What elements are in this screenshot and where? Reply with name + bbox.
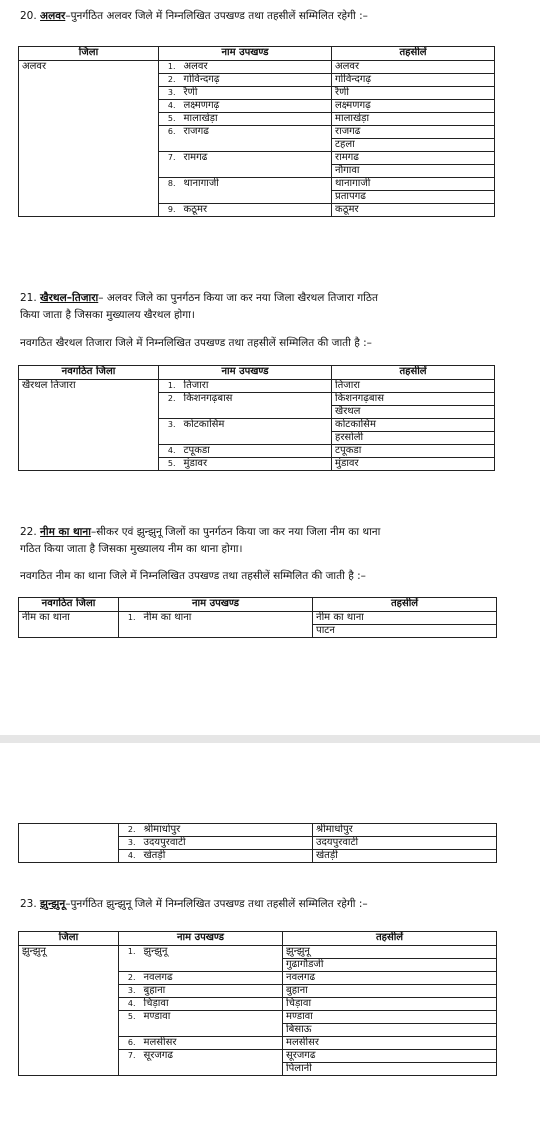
- serial-number: 4.: [119, 998, 141, 1011]
- section-22-intro: नवगठित नीम का थाना जिले में निम्नलिखित उपखण्ड तथा तहसीलें सम्मिलित की जाती है :–: [20, 570, 366, 582]
- table-khairthal-tijara: [18, 365, 495, 471]
- subdivision-name: मण्डावा: [141, 1011, 283, 1037]
- col-header-district: जिला: [19, 932, 119, 946]
- section-number: 23.: [20, 898, 37, 910]
- tehsil-name: हरसोली: [332, 432, 495, 445]
- subdivision-name: नवलगढ: [141, 972, 283, 985]
- serial-number: 6.: [159, 126, 181, 152]
- col-header-district: नवगठित जिला: [19, 598, 119, 612]
- section-21-heading: [20, 290, 525, 324]
- tehsil-name: खेतड़ी: [313, 850, 497, 863]
- subdivision-name: कठूमर: [181, 204, 332, 217]
- table-jhunjhunu: [18, 931, 497, 1076]
- tehsil-name: तिजारा: [332, 380, 495, 393]
- tehsil-name: मलसीसर: [283, 1037, 497, 1050]
- tehsil-name: कठूमर: [332, 204, 495, 217]
- tehsil-name: रामगढ: [332, 152, 495, 165]
- tehsil-name: किशनगढ़बास: [332, 393, 495, 406]
- col-header-tehsils: तहसीलें: [283, 932, 497, 946]
- section-text: –सीकर एवं झुन्झुनू जिलों का पुनर्गठन किया जा कर नया जिला नीम का थाना: [90, 526, 381, 538]
- subdivision-name: थानागाजी: [181, 178, 332, 204]
- table-row: [19, 612, 497, 625]
- section-21-intro: नवगठित खैरथल तिजारा जिले में निम्नलिखित उपखण्ड तथा तहसीलें सम्मिलित की जाती है :–: [20, 337, 372, 349]
- tehsil-name: गोविन्दगढ़: [332, 74, 495, 87]
- serial-number: 3.: [159, 419, 181, 445]
- tehsil-name: गुढागौडजी: [283, 959, 497, 972]
- serial-number: 3.: [119, 837, 141, 850]
- col-header-district: नवगठित जिला: [19, 366, 159, 380]
- subdivision-name: सूरजगढ: [141, 1050, 283, 1076]
- tehsil-name: राजगढ: [332, 126, 495, 139]
- serial-number: 8.: [159, 178, 181, 204]
- tehsil-name: पाटन: [313, 625, 497, 638]
- tehsil-name: थानागाजी: [332, 178, 495, 191]
- table-neem-ka-thana: [18, 597, 497, 638]
- section-title: खैरथल–तिजारा: [40, 292, 99, 304]
- serial-number: 2.: [119, 972, 141, 985]
- table-row: [19, 380, 495, 393]
- serial-number: 2.: [159, 74, 181, 87]
- col-header-subdivision: नाम उपखण्ड: [119, 932, 283, 946]
- subdivision-name: चिड़ावा: [141, 998, 283, 1011]
- tehsil-name: चिड़ावा: [283, 998, 497, 1011]
- page-break: [0, 735, 540, 743]
- subdivision-name: राजगढ: [181, 126, 332, 152]
- col-header-tehsils: तहसीलें: [332, 47, 495, 61]
- tehsil-name: बुहाना: [283, 985, 497, 998]
- tehsil-name: खैरथल: [332, 406, 495, 419]
- section-title: अलवर: [40, 10, 66, 22]
- subdivision-name: अलवर: [181, 61, 332, 74]
- district-cell: खैरथल तिजारा: [19, 380, 159, 471]
- section-20-heading: [20, 8, 525, 25]
- section-22-heading: [20, 524, 525, 558]
- subdivision-name: मुंडावर: [181, 458, 332, 471]
- tehsil-name: लक्ष्मणगढ़: [332, 100, 495, 113]
- serial-number: 1.: [119, 612, 141, 638]
- tehsil-name: श्रीमाधोपुर: [313, 824, 497, 837]
- subdivision-name: कोटकासिम: [181, 419, 332, 445]
- serial-number: 5.: [159, 113, 181, 126]
- section-number: 22.: [20, 526, 37, 538]
- subdivision-name: किशनगढ़बास: [181, 393, 332, 419]
- subdivision-name: नीम का थाना: [141, 612, 313, 638]
- subdivision-name: रामगढ: [181, 152, 332, 178]
- tehsil-name: टपूकडा: [332, 445, 495, 458]
- section-number: 21.: [20, 292, 37, 304]
- tehsil-name: झुन्झुनू: [283, 946, 497, 959]
- tehsil-name: अलवर: [332, 61, 495, 74]
- col-header-tehsils: तहसीलें: [313, 598, 497, 612]
- tehsil-name: टहला: [332, 139, 495, 152]
- table-neem-ka-thana-continued: [18, 823, 497, 863]
- serial-number: 3.: [159, 87, 181, 100]
- section-text: –पुनर्गठित अलवर जिले में निम्नलिखित उपखण्ड तथा तहसीलें सम्मिलित रहेगी :–: [65, 10, 368, 22]
- col-header-subdivision: नाम उपखण्ड: [159, 47, 332, 61]
- serial-number: 5.: [159, 458, 181, 471]
- section-23-heading: [20, 896, 525, 913]
- table-row: [19, 824, 497, 837]
- serial-number: 3.: [119, 985, 141, 998]
- section-number: 20.: [20, 10, 37, 22]
- section-text-line2: किया जाता है जिसका मुख्यालय खैरथल होगा।: [20, 309, 195, 321]
- serial-number: 6.: [119, 1037, 141, 1050]
- serial-number: 4.: [159, 100, 181, 113]
- section-title: नीम का थाना: [40, 526, 91, 538]
- subdivision-name: झुन्झुनू: [141, 946, 283, 972]
- tehsil-name: पिलानी: [283, 1063, 497, 1076]
- section-text: –पुनर्गठित झुन्झुनू जिले में निम्नलिखित उपखण्ड तथा तहसीलें सम्मिलित रहेगी :–: [65, 898, 368, 910]
- serial-number: 7.: [119, 1050, 141, 1076]
- tehsil-name: नीम का थाना: [313, 612, 497, 625]
- subdivision-name: तिजारा: [181, 380, 332, 393]
- col-header-district: जिला: [19, 47, 159, 61]
- district-cell: [19, 824, 119, 863]
- serial-number: 2.: [119, 824, 141, 837]
- tehsil-name: उदयपुरवाटी: [313, 837, 497, 850]
- col-header-subdivision: नाम उपखण्ड: [119, 598, 313, 612]
- serial-number: 4.: [159, 445, 181, 458]
- district-cell: नीम का थाना: [19, 612, 119, 638]
- page-2: [0, 743, 540, 1126]
- serial-number: 9.: [159, 204, 181, 217]
- tehsil-name: मुंडावर: [332, 458, 495, 471]
- tehsil-name: कोटकासिम: [332, 419, 495, 432]
- tehsil-name: रैणी: [332, 87, 495, 100]
- section-text-line2: गठित किया जाता है जिसका मुख्यालय नीम का थाना होगा।: [20, 543, 243, 555]
- serial-number: 2.: [159, 393, 181, 419]
- tehsil-name: नौगावा: [332, 165, 495, 178]
- tehsil-name: बिसाऊ: [283, 1024, 497, 1037]
- subdivision-name: श्रीमाधोपुर: [141, 824, 313, 837]
- subdivision-name: मालाखेड़ा: [181, 113, 332, 126]
- serial-number: 1.: [159, 61, 181, 74]
- subdivision-name: लक्ष्मणगढ़: [181, 100, 332, 113]
- subdivision-name: टपूकडा: [181, 445, 332, 458]
- tehsil-name: सूरजगढ: [283, 1050, 497, 1063]
- col-header-subdivision: नाम उपखण्ड: [159, 366, 332, 380]
- district-cell: अलवर: [19, 61, 159, 217]
- serial-number: 1.: [119, 946, 141, 972]
- serial-number: 1.: [159, 380, 181, 393]
- subdivision-name: खेतड़ी: [141, 850, 313, 863]
- district-cell: झुन्झुनू: [19, 946, 119, 1076]
- tehsil-name: मण्डावा: [283, 1011, 497, 1024]
- table-row: [19, 946, 497, 959]
- subdivision-name: बुहाना: [141, 985, 283, 998]
- subdivision-name: रैणी: [181, 87, 332, 100]
- serial-number: 4.: [119, 850, 141, 863]
- section-title: झुन्झुनू: [40, 898, 66, 910]
- tehsil-name: नवलगढ: [283, 972, 497, 985]
- tehsil-name: प्रतापगढ: [332, 191, 495, 204]
- section-text: – अलवर जिले का पुनर्गठन किया जा कर नया जिला खैरथल तिजारा गठित: [98, 292, 378, 304]
- table-alwar: [18, 46, 495, 217]
- subdivision-name: मलसीसर: [141, 1037, 283, 1050]
- serial-number: 5.: [119, 1011, 141, 1037]
- subdivision-name: उदयपुरवाटी: [141, 837, 313, 850]
- tehsil-name: मालाखेड़ा: [332, 113, 495, 126]
- serial-number: 7.: [159, 152, 181, 178]
- table-row: [19, 61, 495, 74]
- col-header-tehsils: तहसीलें: [332, 366, 495, 380]
- subdivision-name: गोविन्दगढ़: [181, 74, 332, 87]
